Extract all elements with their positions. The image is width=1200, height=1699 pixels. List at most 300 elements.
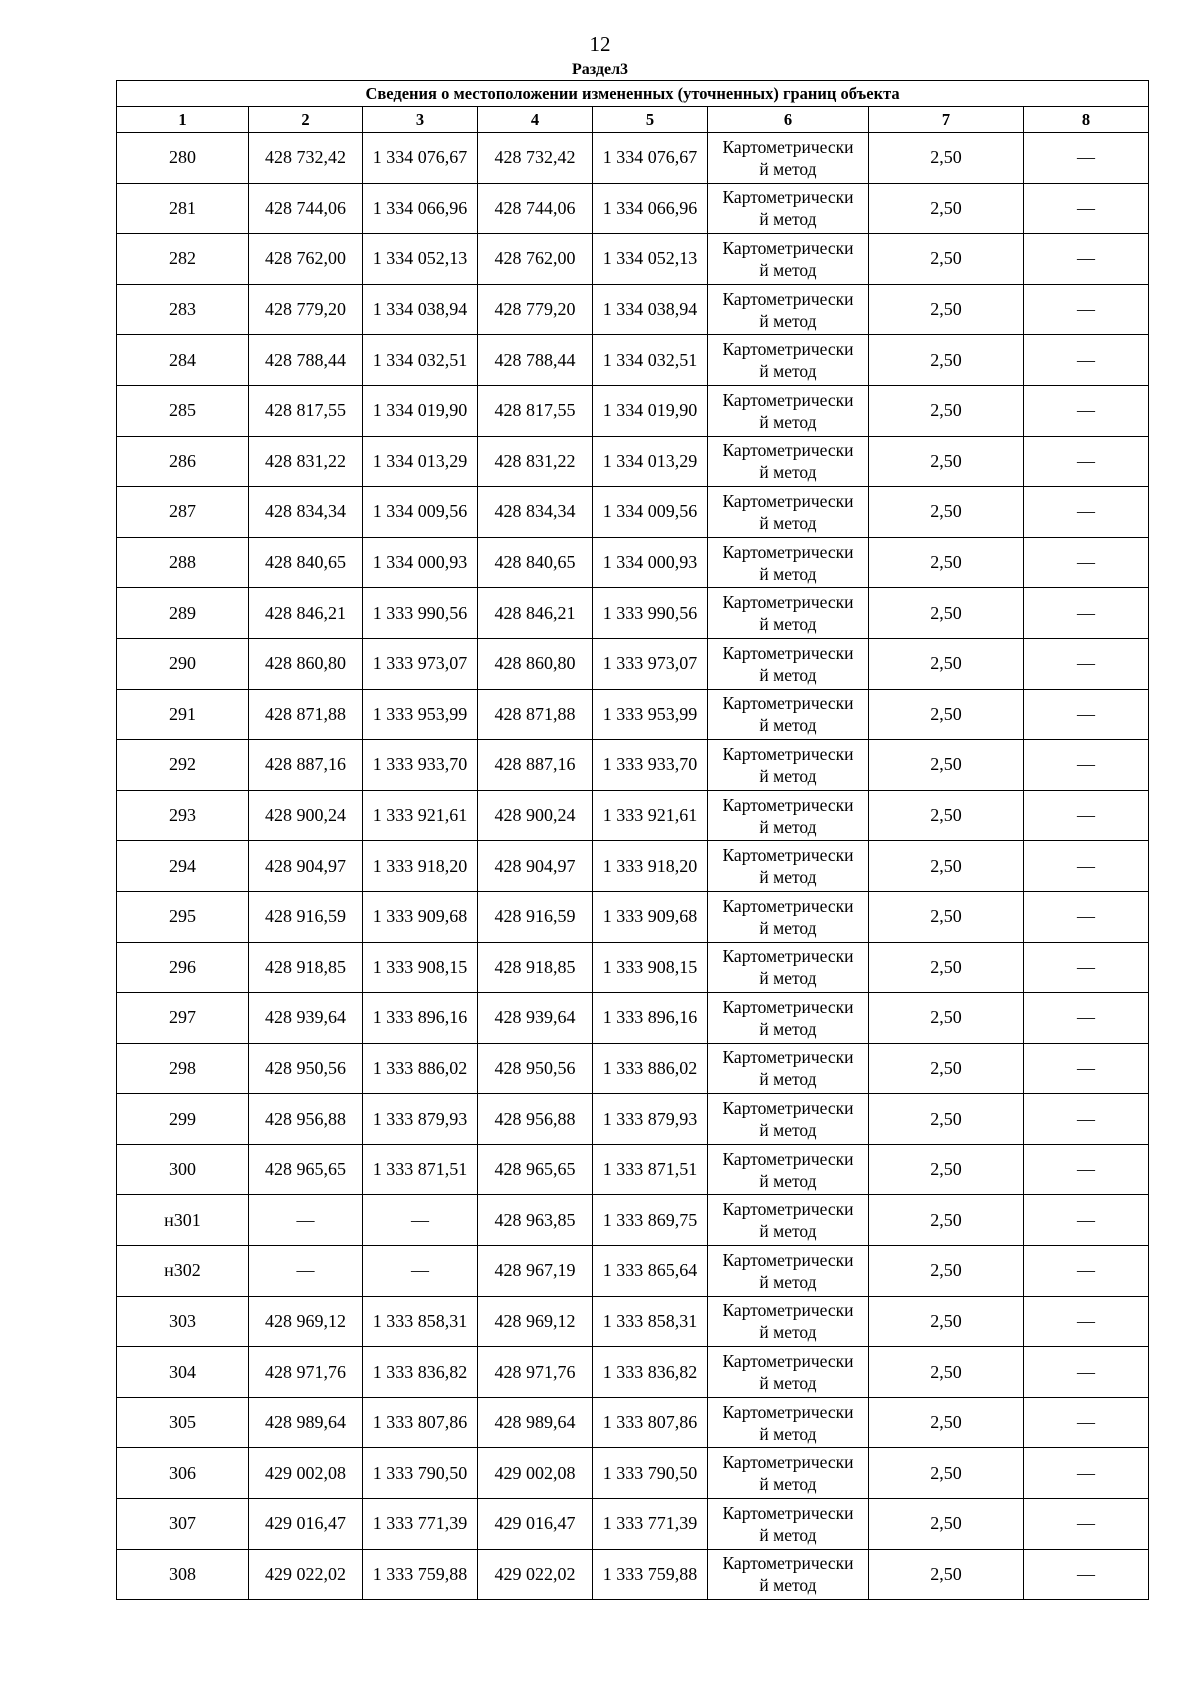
accuracy-cell: 2,50 [869, 133, 1024, 184]
table-row [117, 993, 1149, 1044]
x-new-cell: 428 989,64 [478, 1397, 593, 1448]
x-old-cell: — [249, 1195, 363, 1246]
method-line-2: й метод [759, 361, 817, 382]
x-old-cell: 428 956,88 [249, 1094, 363, 1145]
x-old-cell: 428 840,65 [249, 537, 363, 588]
method-cell [708, 588, 869, 639]
point-number-cell: 298 [117, 1043, 249, 1094]
method-line-1: Картометрически [722, 845, 854, 866]
point-number-cell: 306 [117, 1448, 249, 1499]
table-row [117, 638, 1149, 689]
method-cell [708, 993, 869, 1044]
x-old-cell: 428 904,97 [249, 841, 363, 892]
accuracy-cell: 2,50 [869, 841, 1024, 892]
point-number-cell: н301 [117, 1195, 249, 1246]
method-line-2: й метод [759, 765, 817, 786]
method-line-2: й метод [759, 1069, 817, 1090]
method-line-1: Картометрически [722, 389, 854, 410]
y-old-cell: 1 333 836,82 [363, 1347, 478, 1398]
accuracy-cell: 2,50 [869, 1094, 1024, 1145]
note-cell: — [1024, 638, 1149, 689]
x-new-cell: 428 900,24 [478, 790, 593, 841]
y-old-cell: 1 333 908,15 [363, 942, 478, 993]
y-new-cell: 1 333 771,39 [593, 1499, 708, 1550]
x-new-cell: 428 834,34 [478, 487, 593, 538]
method-cell [708, 436, 869, 487]
point-number-cell: 280 [117, 133, 249, 184]
accuracy-cell: 2,50 [869, 689, 1024, 740]
y-old-cell: 1 333 871,51 [363, 1144, 478, 1195]
point-number-cell: 299 [117, 1094, 249, 1145]
method-line-2: й метод [759, 1575, 817, 1596]
y-new-cell: 1 333 858,31 [593, 1296, 708, 1347]
y-new-cell: 1 334 038,94 [593, 284, 708, 335]
table-row [117, 487, 1149, 538]
y-old-cell: 1 334 052,13 [363, 234, 478, 285]
y-old-cell: 1 334 013,29 [363, 436, 478, 487]
note-cell: — [1024, 385, 1149, 436]
y-new-cell: 1 334 066,96 [593, 183, 708, 234]
point-number-cell: 305 [117, 1397, 249, 1448]
x-new-cell: 428 732,42 [478, 133, 593, 184]
y-old-cell: 1 333 953,99 [363, 689, 478, 740]
method-line-2: й метод [759, 259, 817, 280]
table-row [117, 740, 1149, 791]
accuracy-cell: 2,50 [869, 335, 1024, 386]
table-row [117, 1347, 1149, 1398]
x-old-cell: 428 762,00 [249, 234, 363, 285]
accuracy-cell: 2,50 [869, 1549, 1024, 1600]
note-cell: — [1024, 1347, 1149, 1398]
note-cell: — [1024, 1397, 1149, 1448]
table-row [117, 234, 1149, 285]
x-old-cell: 428 900,24 [249, 790, 363, 841]
y-new-cell: 1 333 886,02 [593, 1043, 708, 1094]
y-old-cell: 1 334 066,96 [363, 183, 478, 234]
method-line-2: й метод [759, 411, 817, 432]
note-cell: — [1024, 790, 1149, 841]
table-row [117, 183, 1149, 234]
x-old-cell: 428 950,56 [249, 1043, 363, 1094]
note-cell: — [1024, 183, 1149, 234]
method-line-2: й метод [759, 1120, 817, 1141]
table-row [117, 790, 1149, 841]
point-number-cell: 287 [117, 487, 249, 538]
method-cell [708, 335, 869, 386]
x-old-cell: 428 918,85 [249, 942, 363, 993]
method-line-2: й метод [759, 209, 817, 230]
method-line-2: й метод [759, 1221, 817, 1242]
y-old-cell: 1 333 886,02 [363, 1043, 478, 1094]
y-old-cell: 1 333 896,16 [363, 993, 478, 1044]
y-new-cell: 1 333 933,70 [593, 740, 708, 791]
y-new-cell: 1 334 032,51 [593, 335, 708, 386]
point-number-cell: 292 [117, 740, 249, 791]
method-line-1: Картометрически [722, 1199, 854, 1220]
method-cell [708, 385, 869, 436]
table-row [117, 1448, 1149, 1499]
accuracy-cell: 2,50 [869, 588, 1024, 639]
point-number-cell: 308 [117, 1549, 249, 1600]
accuracy-cell: 2,50 [869, 740, 1024, 791]
accuracy-cell: 2,50 [869, 1347, 1024, 1398]
method-cell [708, 1195, 869, 1246]
table-row [117, 1397, 1149, 1448]
x-new-cell: 428 860,80 [478, 638, 593, 689]
table-row [117, 1549, 1149, 1600]
column-number: 6 [708, 107, 869, 133]
x-old-cell: 428 788,44 [249, 335, 363, 386]
point-number-cell: 300 [117, 1144, 249, 1195]
method-cell [708, 1246, 869, 1297]
x-old-cell: 428 860,80 [249, 638, 363, 689]
method-line-1: Картометрически [722, 1502, 854, 1523]
table-title: Сведения о местоположении измененных (уточненных) границ объекта [117, 81, 1149, 107]
table-row [117, 133, 1149, 184]
method-line-2: й метод [759, 1524, 817, 1545]
table-row [117, 1144, 1149, 1195]
table-row [117, 689, 1149, 740]
method-line-2: й метод [759, 917, 817, 938]
y-new-cell: 1 333 865,64 [593, 1246, 708, 1297]
y-old-cell: 1 333 771,39 [363, 1499, 478, 1550]
y-new-cell: 1 333 973,07 [593, 638, 708, 689]
x-new-cell: 429 002,08 [478, 1448, 593, 1499]
method-line-2: й метод [759, 1170, 817, 1191]
note-cell: — [1024, 133, 1149, 184]
y-old-cell: 1 334 076,67 [363, 133, 478, 184]
x-old-cell: 428 779,20 [249, 284, 363, 335]
method-line-1: Картометрически [722, 541, 854, 562]
x-old-cell: 429 016,47 [249, 1499, 363, 1550]
accuracy-cell: 2,50 [869, 183, 1024, 234]
x-new-cell: 428 916,59 [478, 891, 593, 942]
x-new-cell: 428 963,85 [478, 1195, 593, 1246]
method-line-1: Картометрически [722, 187, 854, 208]
y-new-cell: 1 334 076,67 [593, 133, 708, 184]
note-cell: — [1024, 588, 1149, 639]
x-old-cell: 428 939,64 [249, 993, 363, 1044]
method-line-2: й метод [759, 512, 817, 533]
method-cell [708, 638, 869, 689]
y-old-cell: 1 333 807,86 [363, 1397, 478, 1448]
y-new-cell: 1 334 000,93 [593, 537, 708, 588]
x-new-cell: 429 022,02 [478, 1549, 593, 1600]
x-new-cell: 428 971,76 [478, 1347, 593, 1398]
x-new-cell: 428 846,21 [478, 588, 593, 639]
table-row [117, 1246, 1149, 1297]
y-new-cell: 1 334 009,56 [593, 487, 708, 538]
x-old-cell: 428 969,12 [249, 1296, 363, 1347]
accuracy-cell: 2,50 [869, 638, 1024, 689]
note-cell: — [1024, 436, 1149, 487]
accuracy-cell: 2,50 [869, 385, 1024, 436]
x-new-cell: 428 939,64 [478, 993, 593, 1044]
table-row [117, 1195, 1149, 1246]
method-cell [708, 183, 869, 234]
x-new-cell: 428 779,20 [478, 284, 593, 335]
method-line-1: Картометрически [722, 592, 854, 613]
y-new-cell: 1 333 871,51 [593, 1144, 708, 1195]
y-old-cell: 1 333 918,20 [363, 841, 478, 892]
y-old-cell: 1 334 032,51 [363, 335, 478, 386]
method-cell [708, 1549, 869, 1600]
note-cell: — [1024, 1144, 1149, 1195]
point-number-cell: 285 [117, 385, 249, 436]
x-new-cell: 428 967,19 [478, 1246, 593, 1297]
note-cell: — [1024, 537, 1149, 588]
method-cell [708, 1448, 869, 1499]
y-new-cell: 1 333 953,99 [593, 689, 708, 740]
method-line-1: Картометрически [722, 339, 854, 360]
note-cell: — [1024, 1195, 1149, 1246]
method-line-1: Картометрически [722, 1047, 854, 1068]
column-number: 5 [593, 107, 708, 133]
point-number-cell: 307 [117, 1499, 249, 1550]
note-cell: — [1024, 335, 1149, 386]
x-old-cell: — [249, 1246, 363, 1297]
section-label: Раздел3 [571, 61, 629, 78]
accuracy-cell: 2,50 [869, 891, 1024, 942]
y-new-cell: 1 333 918,20 [593, 841, 708, 892]
note-cell: — [1024, 284, 1149, 335]
y-old-cell: 1 333 759,88 [363, 1549, 478, 1600]
method-line-1: Картометрически [722, 1351, 854, 1372]
x-old-cell: 429 002,08 [249, 1448, 363, 1499]
column-number: 3 [363, 107, 478, 133]
method-cell [708, 841, 869, 892]
method-line-2: й метод [759, 1474, 817, 1495]
y-new-cell: 1 333 990,56 [593, 588, 708, 639]
note-cell: — [1024, 740, 1149, 791]
method-line-2: й метод [759, 715, 817, 736]
x-old-cell: 428 846,21 [249, 588, 363, 639]
coordinates-table [116, 80, 1149, 1600]
column-number: 7 [869, 107, 1024, 133]
x-new-cell: 428 950,56 [478, 1043, 593, 1094]
y-old-cell: 1 333 921,61 [363, 790, 478, 841]
y-new-cell: 1 333 908,15 [593, 942, 708, 993]
method-line-2: й метод [759, 1271, 817, 1292]
table-row [117, 1043, 1149, 1094]
method-line-1: Картометрически [722, 1300, 854, 1321]
x-old-cell: 428 871,88 [249, 689, 363, 740]
y-new-cell: 1 333 921,61 [593, 790, 708, 841]
x-old-cell: 428 831,22 [249, 436, 363, 487]
method-line-1: Картометрически [722, 642, 854, 663]
point-number-cell: 282 [117, 234, 249, 285]
accuracy-cell: 2,50 [869, 790, 1024, 841]
method-cell [708, 133, 869, 184]
method-cell [708, 790, 869, 841]
method-line-2: й метод [759, 1423, 817, 1444]
x-old-cell: 428 744,06 [249, 183, 363, 234]
point-number-cell: н302 [117, 1246, 249, 1297]
table-row [117, 436, 1149, 487]
y-new-cell: 1 333 759,88 [593, 1549, 708, 1600]
method-cell [708, 284, 869, 335]
method-line-1: Картометрически [722, 490, 854, 511]
point-number-cell: 291 [117, 689, 249, 740]
table-row [117, 588, 1149, 639]
note-cell: — [1024, 1246, 1149, 1297]
point-number-cell: 297 [117, 993, 249, 1044]
method-line-2: й метод [759, 1018, 817, 1039]
point-number-cell: 293 [117, 790, 249, 841]
x-new-cell: 428 744,06 [478, 183, 593, 234]
method-line-2: й метод [759, 614, 817, 635]
method-line-2: й метод [759, 867, 817, 888]
note-cell: — [1024, 1549, 1149, 1600]
method-line-1: Картометрически [722, 1401, 854, 1422]
method-line-2: й метод [759, 1373, 817, 1394]
accuracy-cell: 2,50 [869, 284, 1024, 335]
x-old-cell: 428 965,65 [249, 1144, 363, 1195]
method-line-1: Картометрически [722, 693, 854, 714]
y-new-cell: 1 333 807,86 [593, 1397, 708, 1448]
point-number-cell: 303 [117, 1296, 249, 1347]
note-cell: — [1024, 942, 1149, 993]
column-number: 8 [1024, 107, 1149, 133]
point-number-cell: 294 [117, 841, 249, 892]
method-cell [708, 1094, 869, 1145]
x-old-cell: 428 887,16 [249, 740, 363, 791]
x-new-cell: 428 956,88 [478, 1094, 593, 1145]
method-line-1: Картометрически [722, 996, 854, 1017]
point-number-cell: 286 [117, 436, 249, 487]
note-cell: — [1024, 841, 1149, 892]
method-line-2: й метод [759, 563, 817, 584]
accuracy-cell: 2,50 [869, 234, 1024, 285]
method-line-2: й метод [759, 310, 817, 331]
x-new-cell: 428 831,22 [478, 436, 593, 487]
x-old-cell: 428 732,42 [249, 133, 363, 184]
method-cell [708, 1397, 869, 1448]
method-line-1: Картометрически [722, 1452, 854, 1473]
method-cell [708, 740, 869, 791]
note-cell: — [1024, 1094, 1149, 1145]
method-line-2: й метод [759, 462, 817, 483]
table-row [117, 284, 1149, 335]
note-cell: — [1024, 487, 1149, 538]
method-line-1: Картометрически [722, 288, 854, 309]
column-number: 4 [478, 107, 593, 133]
y-old-cell: 1 333 990,56 [363, 588, 478, 639]
method-cell [708, 1499, 869, 1550]
method-line-1: Картометрически [722, 1249, 854, 1270]
accuracy-cell: 2,50 [869, 487, 1024, 538]
x-new-cell: 428 969,12 [478, 1296, 593, 1347]
x-new-cell: 429 016,47 [478, 1499, 593, 1550]
x-old-cell: 429 022,02 [249, 1549, 363, 1600]
y-old-cell: — [363, 1195, 478, 1246]
note-cell: — [1024, 1499, 1149, 1550]
accuracy-cell: 2,50 [869, 1195, 1024, 1246]
table-row [117, 1094, 1149, 1145]
x-old-cell: 428 989,64 [249, 1397, 363, 1448]
y-old-cell: 1 334 000,93 [363, 537, 478, 588]
point-number-cell: 295 [117, 891, 249, 942]
y-new-cell: 1 334 013,29 [593, 436, 708, 487]
x-new-cell: 428 788,44 [478, 335, 593, 386]
method-line-1: Картометрически [722, 440, 854, 461]
note-cell: — [1024, 891, 1149, 942]
method-cell [708, 689, 869, 740]
table-row [117, 385, 1149, 436]
accuracy-cell: 2,50 [869, 1043, 1024, 1094]
accuracy-cell: 2,50 [869, 1296, 1024, 1347]
x-old-cell: 428 817,55 [249, 385, 363, 436]
table-row [117, 1499, 1149, 1550]
note-cell: — [1024, 234, 1149, 285]
x-new-cell: 428 871,88 [478, 689, 593, 740]
y-old-cell: 1 333 858,31 [363, 1296, 478, 1347]
method-cell [708, 942, 869, 993]
column-number: 1 [117, 107, 249, 133]
point-number-cell: 290 [117, 638, 249, 689]
note-cell: — [1024, 993, 1149, 1044]
note-cell: — [1024, 1296, 1149, 1347]
method-line-2: й метод [759, 1322, 817, 1343]
method-cell [708, 1043, 869, 1094]
accuracy-cell: 2,50 [869, 1397, 1024, 1448]
method-line-2: й метод [759, 158, 817, 179]
table-body [117, 81, 1149, 1600]
point-number-cell: 304 [117, 1347, 249, 1398]
table-row [117, 537, 1149, 588]
table-row [117, 891, 1149, 942]
page-number: 12 [589, 32, 611, 56]
column-number: 2 [249, 107, 363, 133]
note-cell: — [1024, 1043, 1149, 1094]
x-new-cell: 428 840,65 [478, 537, 593, 588]
x-new-cell: 428 762,00 [478, 234, 593, 285]
x-old-cell: 428 916,59 [249, 891, 363, 942]
table-title-row [117, 81, 1149, 107]
method-line-2: й метод [759, 968, 817, 989]
method-line-1: Картометрически [722, 237, 854, 258]
point-number-cell: 281 [117, 183, 249, 234]
x-new-cell: 428 887,16 [478, 740, 593, 791]
y-new-cell: 1 334 019,90 [593, 385, 708, 436]
method-cell [708, 234, 869, 285]
method-cell [708, 891, 869, 942]
method-line-1: Картометрически [722, 794, 854, 815]
accuracy-cell: 2,50 [869, 537, 1024, 588]
method-line-1: Картометрически [722, 743, 854, 764]
x-new-cell: 428 817,55 [478, 385, 593, 436]
y-new-cell: 1 333 836,82 [593, 1347, 708, 1398]
note-cell: — [1024, 1448, 1149, 1499]
accuracy-cell: 2,50 [869, 1246, 1024, 1297]
accuracy-cell: 2,50 [869, 1144, 1024, 1195]
method-cell [708, 1296, 869, 1347]
method-cell [708, 487, 869, 538]
y-old-cell: 1 333 933,70 [363, 740, 478, 791]
method-line-1: Картометрически [722, 895, 854, 916]
y-old-cell: 1 333 909,68 [363, 891, 478, 942]
method-cell [708, 537, 869, 588]
point-number-cell: 296 [117, 942, 249, 993]
accuracy-cell: 2,50 [869, 1448, 1024, 1499]
table-row [117, 1296, 1149, 1347]
x-new-cell: 428 918,85 [478, 942, 593, 993]
y-new-cell: 1 334 052,13 [593, 234, 708, 285]
method-line-2: й метод [759, 664, 817, 685]
y-old-cell: 1 333 973,07 [363, 638, 478, 689]
y-old-cell: 1 334 019,90 [363, 385, 478, 436]
method-line-2: й метод [759, 816, 817, 837]
